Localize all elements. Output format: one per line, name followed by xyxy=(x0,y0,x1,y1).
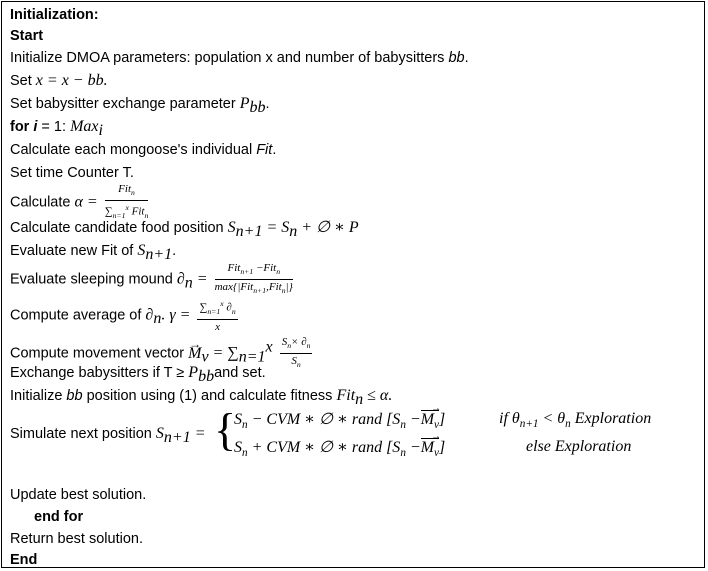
algorithm-box xyxy=(1,1,705,568)
line-movement-vector: Compute movement vector → $M_v = \sum_{n=1}^x$ $\frac{S_n\times \partial_n}{S_n}$ xyxy=(10,336,315,371)
end-keyword: End xyxy=(10,552,38,568)
start-keyword: Start xyxy=(10,28,44,44)
line-alpha: Calculate α = $\frac{Fit_n}{\sum_{n=1}^x Fit_n}$ xyxy=(10,183,149,221)
line-simulate: Simulate next position $S_{n+1}$ = xyxy=(10,425,206,446)
alpha-fraction: $\frac{Fit_n}{\sum_{n=1}^x Fit_n}$ xyxy=(104,183,149,221)
line-candidate-food: Calculate candidate food position $S_{n+1} = S_n$ + ∅ ∗ P xyxy=(10,219,359,240)
init-heading: Initialization: xyxy=(10,7,99,23)
mound-fraction: $\frac{Fit_{n+1} -Fit_n}{\max\{|Fit_{n+1},Fit_n|\}}$ xyxy=(214,262,293,296)
line-calc-fit: Calculate each mongoose's individual Fit. xyxy=(10,142,277,158)
line-update-best: Update best solution. xyxy=(10,487,147,503)
line-sleeping-mound: Evaluate sleeping mound $\partial_n$ = $\frac{Fit_{n+1} -Fit_n}{\max\{|Fit_{n+1},Fit_n|\}}$ xyxy=(10,262,293,296)
gamma-fraction: $\frac{\sum_{n=1}^x \partial_n}{x}$ xyxy=(199,299,236,333)
line-time-counter: Set time Counter T. xyxy=(10,165,134,181)
line-exchange-param: Set babysitter exchange parameter $P_{bb}$. xyxy=(10,95,270,116)
case-condition-1: if $\theta_{n+1} < \theta_n$ Exploration xyxy=(499,410,652,431)
line-evaluate-fit: Evaluate new Fit of $S_{n+1}$. xyxy=(10,242,177,263)
movement-fraction: $\frac{S_n\times \partial_n}{S_n}$ xyxy=(281,336,311,370)
case-condition-2: else Exploration xyxy=(526,438,632,455)
line-average: Compute average of $\partial_n$. γ = $\frac{\sum_{n=1}^x \partial_n}{x}$ xyxy=(10,299,236,333)
line-init-bb: Initialize bb position using (1) and calculate fitness Fit$_n$ ≤ α. xyxy=(10,387,393,408)
endfor-keyword: end for xyxy=(34,509,84,525)
line-init-params: Initialize DMOA parameters: population x and number of babysitters bb. xyxy=(10,50,469,66)
line-exchange-babysitters: Exchange babysitters if $T \ge P_{bb}and$ set. xyxy=(10,364,266,385)
case-exploration-2: $S_n$ + CVM ∗ ∅ ∗ rand [$S_n -M_v$ →] xyxy=(234,438,445,462)
cases-brace: { xyxy=(214,404,237,455)
line-return-best: Return best solution. xyxy=(10,531,143,547)
case-exploration-1: $S_n$ − CVM ∗ ∅ ∗ rand [$S_n -M_v$ →] xyxy=(234,410,445,434)
line-for: for i = 1: Max$_i$ xyxy=(10,118,103,139)
line-set-x: Set x = x − bb. xyxy=(10,72,108,89)
